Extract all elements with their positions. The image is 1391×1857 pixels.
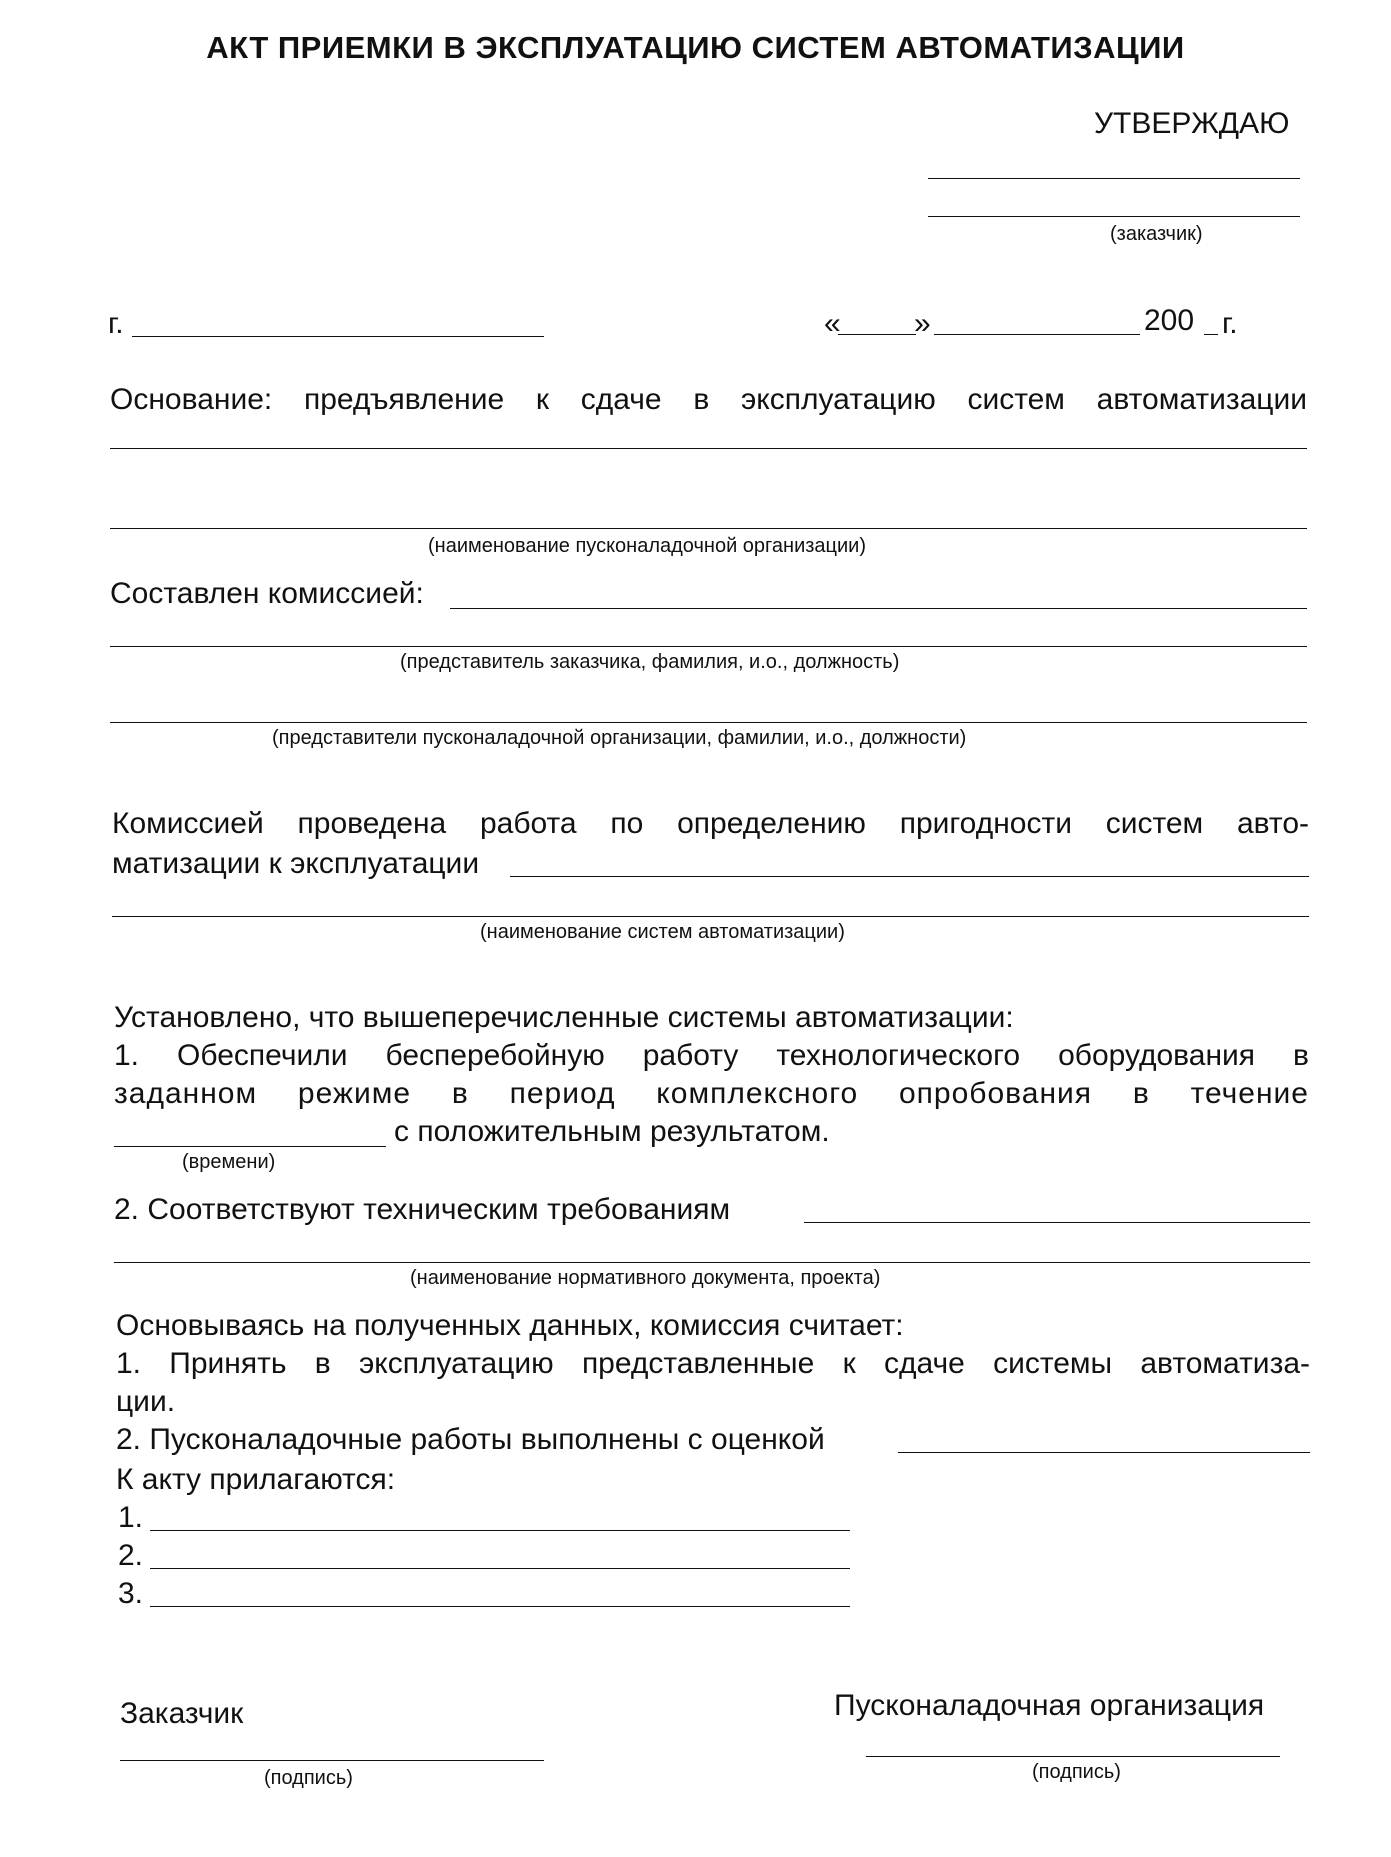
work-caption: (наименование систем автоматизации) xyxy=(480,921,845,943)
time-line xyxy=(114,1146,386,1147)
approve-line-1 xyxy=(928,178,1300,179)
grade-line xyxy=(898,1452,1310,1453)
decision-item1-line2: ции. xyxy=(116,1385,176,1418)
commission-label: Составлен комиссией: xyxy=(110,577,424,610)
requirements-caption: (наименование нормативного документа, проекта) xyxy=(410,1267,881,1289)
customer-signature-label: Заказчик xyxy=(120,1697,244,1730)
attachment-line-3 xyxy=(150,1606,850,1607)
basis-label: Основание: предъявление к сдаче в эксплуатацию систем автоматизации xyxy=(110,383,1307,416)
requirements-line-2 xyxy=(114,1262,1310,1263)
approve-caption: (заказчик) xyxy=(1110,223,1203,245)
basis-line-2 xyxy=(110,528,1307,529)
attachments-label: К акту прилагаются: xyxy=(116,1463,396,1496)
city-line xyxy=(132,336,544,337)
decision-intro: Основываясь на полученных данных, комиссия считает: xyxy=(116,1309,904,1342)
commission-caption-commissioning: (представители пусконаладочной организации, фамилии, и.о., должности) xyxy=(272,727,967,749)
document-title: АКТ ПРИЕМКИ В ЭКСПЛУАТАЦИЮ СИСТЕМ АВТОМАТИЗАЦИИ xyxy=(206,30,1185,65)
date-month-line xyxy=(934,334,1140,335)
attachment-line-1 xyxy=(150,1530,850,1531)
decision-item1-line1: 1. Принять в эксплуатацию представленные к сдаче системы автоматиза- xyxy=(116,1347,1310,1380)
commissioning-signature-line xyxy=(866,1756,1280,1757)
date-year-prefix: 200 xyxy=(1144,304,1195,337)
commission-caption-customer: (представитель заказчика, фамилия, и.о., должность) xyxy=(400,651,900,673)
commission-line-2 xyxy=(110,646,1307,647)
attachment-line-2 xyxy=(150,1568,850,1569)
city-prefix: г. xyxy=(108,307,124,340)
attachment-number-3: 3. xyxy=(118,1577,144,1610)
work-line-b xyxy=(112,916,1309,917)
commissioning-signature-caption: (подпись) xyxy=(1032,1761,1121,1783)
commission-line-3 xyxy=(110,722,1307,723)
established-item1-line2: заданном режиме в период комплексного опробования в течение xyxy=(114,1077,1309,1110)
approve-label: УТВЕРЖДАЮ xyxy=(1094,107,1290,140)
work-line-1: Комиссией проведена работа по определению пригодности систем авто- xyxy=(112,807,1309,840)
approve-line-2 xyxy=(928,216,1300,217)
decision-item2: 2. Пусконаладочные работы выполнены с оценкой xyxy=(116,1423,825,1456)
date-year-suffix: г. xyxy=(1222,307,1238,340)
date-year-line xyxy=(1204,334,1218,335)
time-caption: (времени) xyxy=(182,1151,276,1173)
date-quote-close: » xyxy=(914,307,931,340)
date-quote-open: « xyxy=(824,307,841,340)
established-item2: 2. Соответствуют техническим требованиям xyxy=(114,1193,731,1226)
basis-caption: (наименование пусконаладочной организации) xyxy=(428,535,866,557)
basis-line-1 xyxy=(110,448,1307,449)
established-item1-line1: 1. Обеспечили бесперебойную работу технологического оборудования в xyxy=(114,1039,1309,1072)
work-line-2: матизации к эксплуатации xyxy=(112,847,480,880)
requirements-line-1 xyxy=(804,1222,1310,1223)
attachment-number-1: 1. xyxy=(118,1501,144,1534)
work-line-a xyxy=(510,876,1309,877)
date-day-line xyxy=(838,334,916,335)
customer-signature-caption: (подпись) xyxy=(264,1767,353,1789)
customer-signature-line xyxy=(120,1760,544,1761)
commissioning-signature-label: Пусконаладочная организация xyxy=(834,1689,1265,1722)
established-item1-line3: с положительным результатом. xyxy=(394,1115,830,1148)
commission-line-1 xyxy=(450,608,1307,609)
attachment-number-2: 2. xyxy=(118,1539,144,1572)
established-intro: Установлено, что вышеперечисленные системы автоматизации: xyxy=(114,1001,1014,1034)
